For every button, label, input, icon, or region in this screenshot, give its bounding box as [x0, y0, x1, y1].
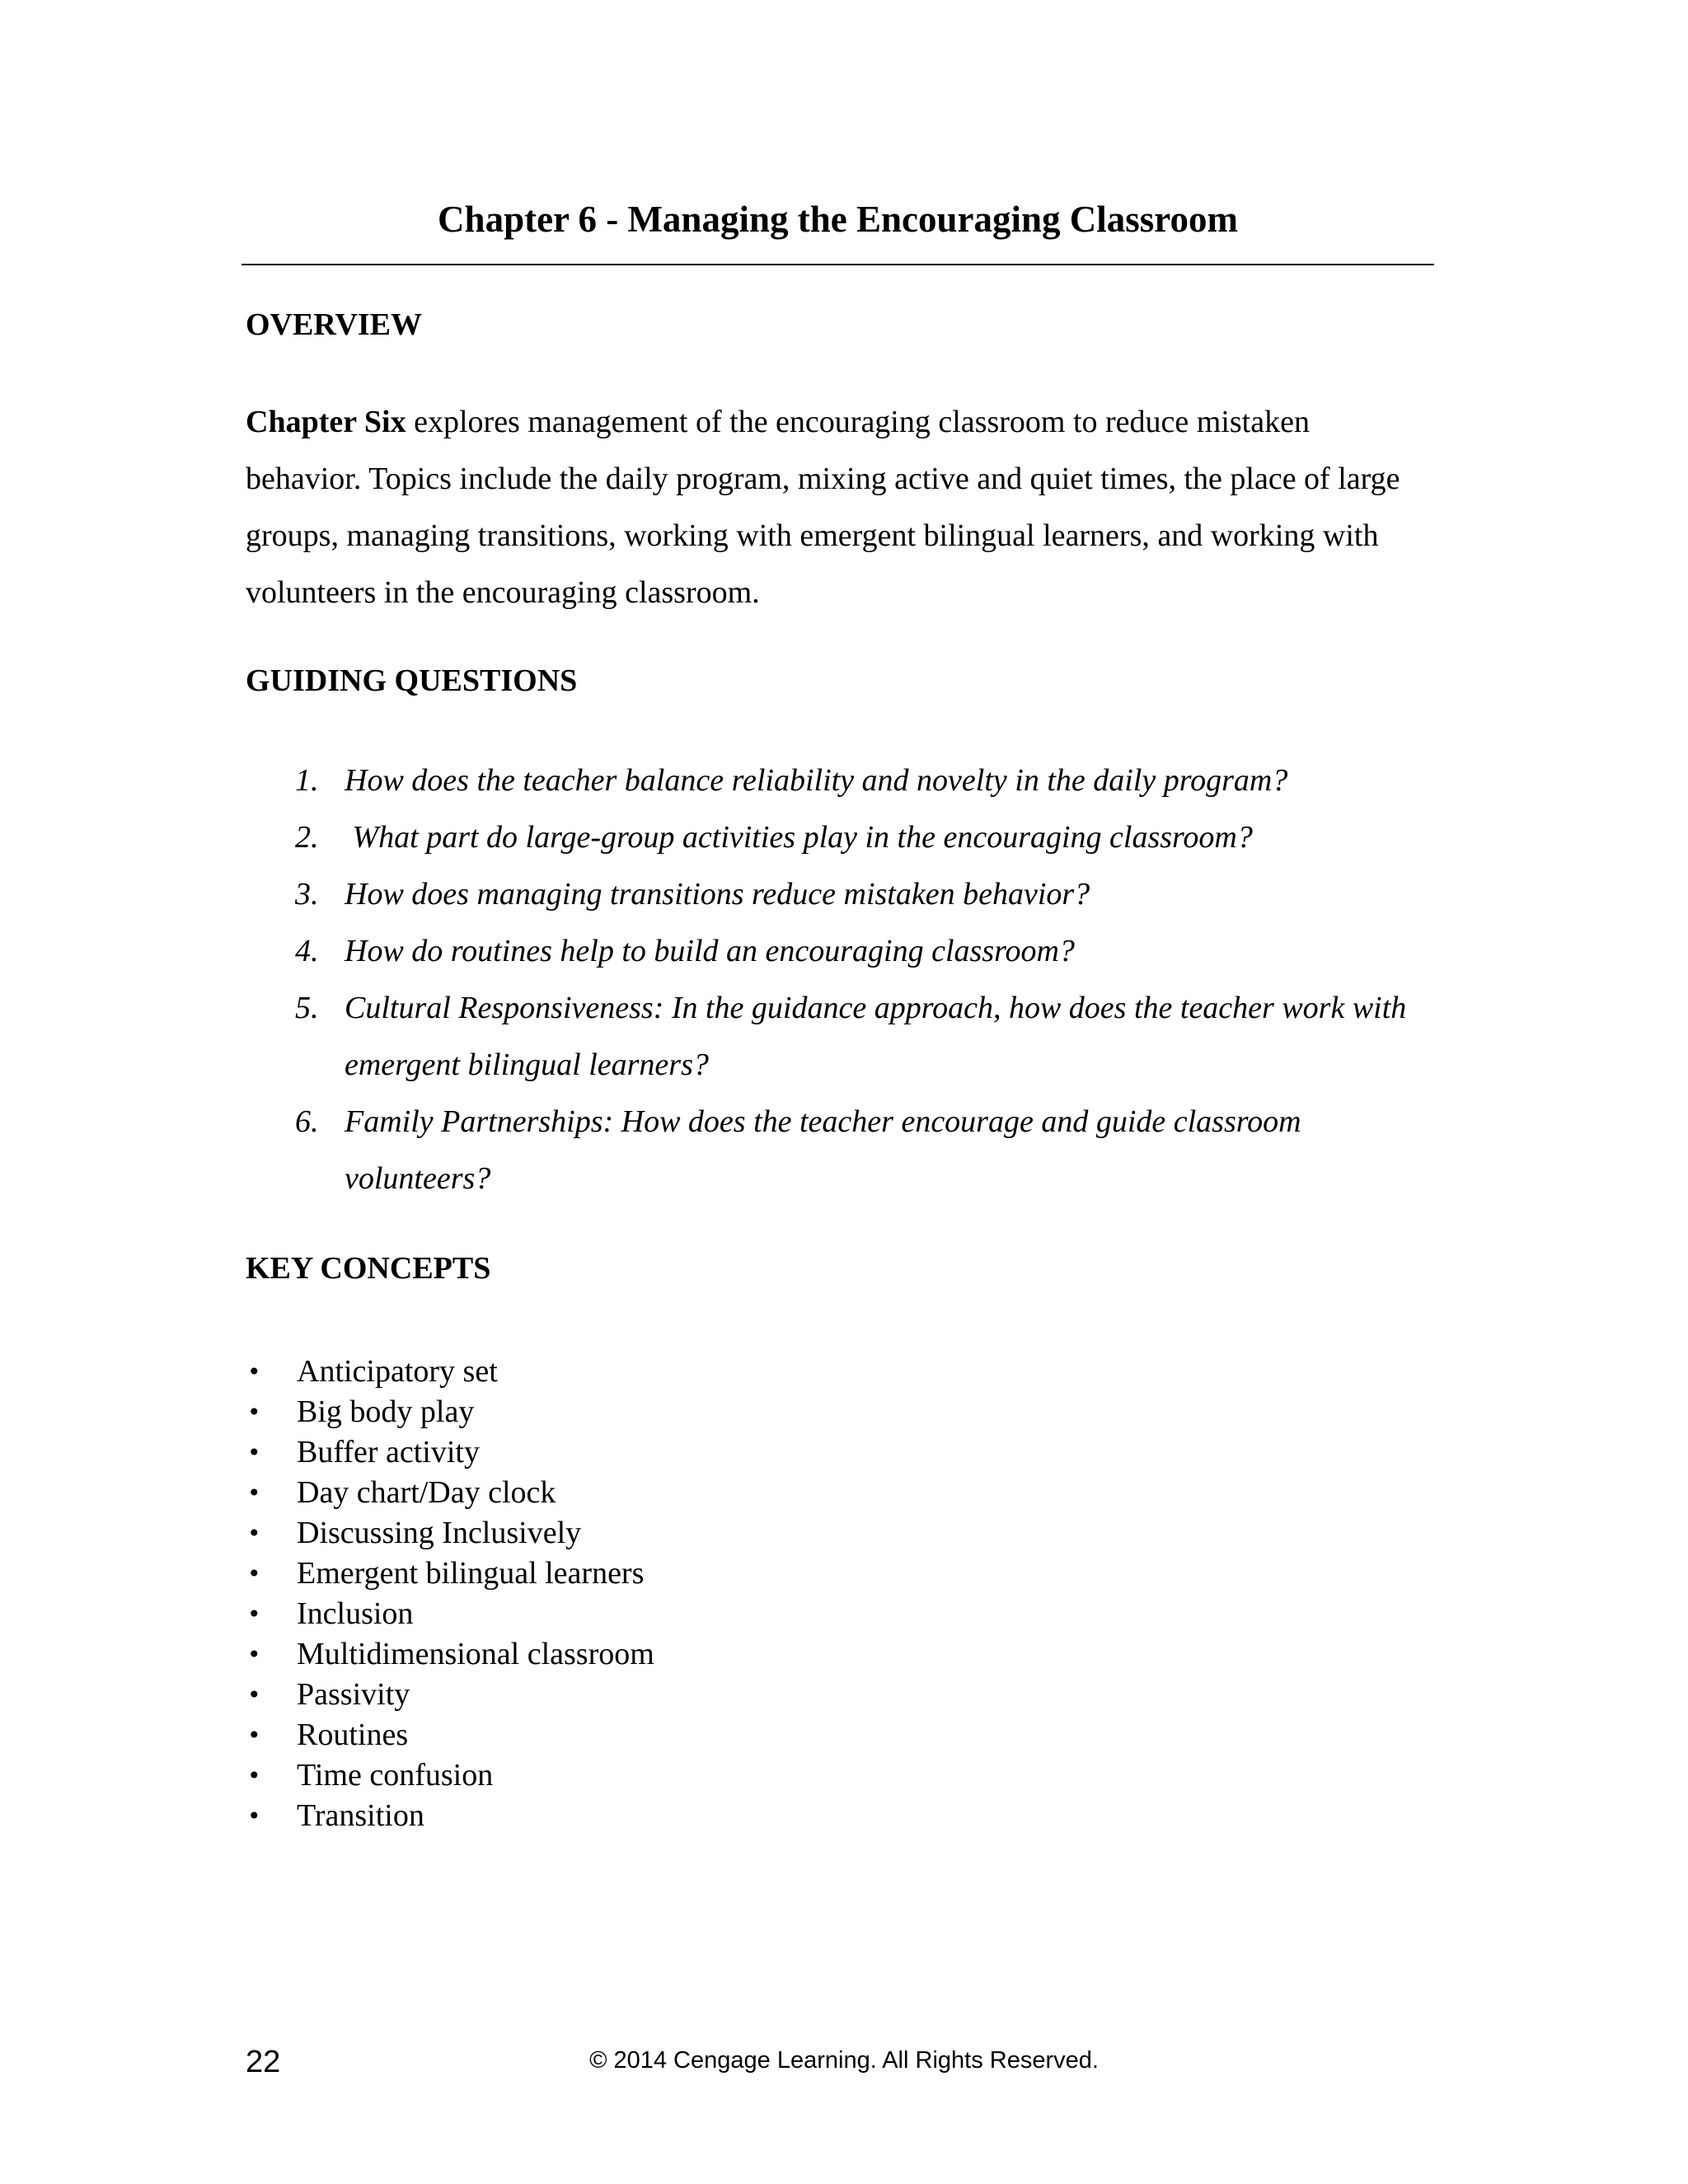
copyright-notice: © 2014 Cengage Learning. All Rights Reserved.	[589, 2047, 1099, 2074]
bullet-icon: •	[247, 1560, 261, 1587]
question-item	[246, 1094, 1432, 1207]
question-number: 2.	[295, 820, 319, 855]
concept-item	[246, 1352, 654, 1392]
question-text: What part do large-group activities play in the encouraging classroom?	[345, 820, 1253, 855]
question-item	[246, 980, 1432, 1094]
concept-text: Inclusion	[297, 1596, 414, 1631]
concept-item	[246, 1634, 654, 1675]
concept-item	[246, 1513, 654, 1554]
concept-text: Time confusion	[297, 1758, 494, 1793]
guiding-questions-heading: GUIDING QUESTIONS	[246, 663, 578, 698]
bullet-icon: •	[247, 1358, 261, 1385]
bullet-icon: •	[247, 1439, 261, 1466]
concept-text: Anticipatory set	[297, 1354, 498, 1389]
concept-item	[246, 1796, 654, 1836]
question-number: 3.	[295, 877, 319, 912]
overview-heading: OVERVIEW	[246, 307, 423, 342]
overview-lead: Chapter Six	[246, 405, 406, 439]
concept-item	[246, 1594, 654, 1634]
concept-item	[246, 1432, 654, 1473]
key-concepts-heading: KEY CONCEPTS	[246, 1251, 491, 1286]
bullet-icon: •	[247, 1520, 261, 1547]
question-text: Family Partnerships: How does the teacher encourage and guide classroom volunteers?	[345, 1104, 1301, 1196]
title-divider	[241, 264, 1434, 265]
question-text: How do routines help to build an encouraging classroom?	[345, 934, 1075, 968]
bullet-icon: •	[247, 1641, 261, 1668]
question-item	[246, 866, 1432, 923]
question-number: 6.	[295, 1104, 319, 1139]
question-number: 4.	[295, 934, 319, 968]
concept-text: Transition	[297, 1798, 424, 1833]
concept-text: Day chart/Day clock	[297, 1475, 556, 1510]
concept-item	[246, 1554, 654, 1594]
concept-item	[246, 1675, 654, 1715]
concept-item	[246, 1392, 654, 1432]
bullet-icon: •	[247, 1802, 261, 1830]
question-number: 1.	[295, 763, 319, 798]
overview-text: explores management of the encouraging classroom to reduce mistaken behavior. Topics include the daily program, mixing active and quiet times, the place of large groups, managing transitions, working with emergent bilingual learners, and working with volunteers in the encouraging classroom.	[246, 405, 1400, 610]
concept-item	[246, 1715, 654, 1755]
concept-item	[246, 1473, 654, 1513]
question-text: Cultural Responsiveness: In the guidance approach, how does the teacher work with emergent bilingual learners?	[345, 991, 1407, 1082]
question-item	[246, 809, 1432, 866]
concept-text: Buffer activity	[297, 1435, 480, 1469]
question-item	[246, 752, 1432, 809]
key-concepts-list	[246, 1352, 654, 1836]
concept-text: Big body play	[297, 1394, 475, 1429]
bullet-icon: •	[247, 1479, 261, 1507]
bullet-icon: •	[247, 1681, 261, 1708]
concept-item	[246, 1755, 654, 1796]
bullet-icon: •	[247, 1399, 261, 1426]
question-number: 5.	[295, 991, 319, 1025]
question-text: How does the teacher balance reliability and novelty in the daily program?	[345, 763, 1288, 798]
concept-text: Multidimensional classroom	[297, 1637, 654, 1671]
bullet-icon: •	[247, 1601, 261, 1628]
bullet-icon: •	[247, 1762, 261, 1789]
overview-paragraph	[246, 394, 1432, 621]
guiding-questions-list	[246, 752, 1432, 1207]
bullet-icon: •	[247, 1722, 261, 1749]
concept-text: Emergent bilingual learners	[297, 1556, 645, 1591]
chapter-title: Chapter 6 - Managing the Encouraging Classroom	[438, 199, 1238, 240]
concept-text: Routines	[297, 1718, 409, 1752]
question-item	[246, 923, 1432, 980]
question-text: How does managing transitions reduce mistaken behavior?	[345, 877, 1090, 912]
concept-text: Passivity	[297, 1677, 410, 1712]
concept-text: Discussing Inclusively	[297, 1516, 582, 1550]
page-number: 22	[246, 2045, 281, 2079]
